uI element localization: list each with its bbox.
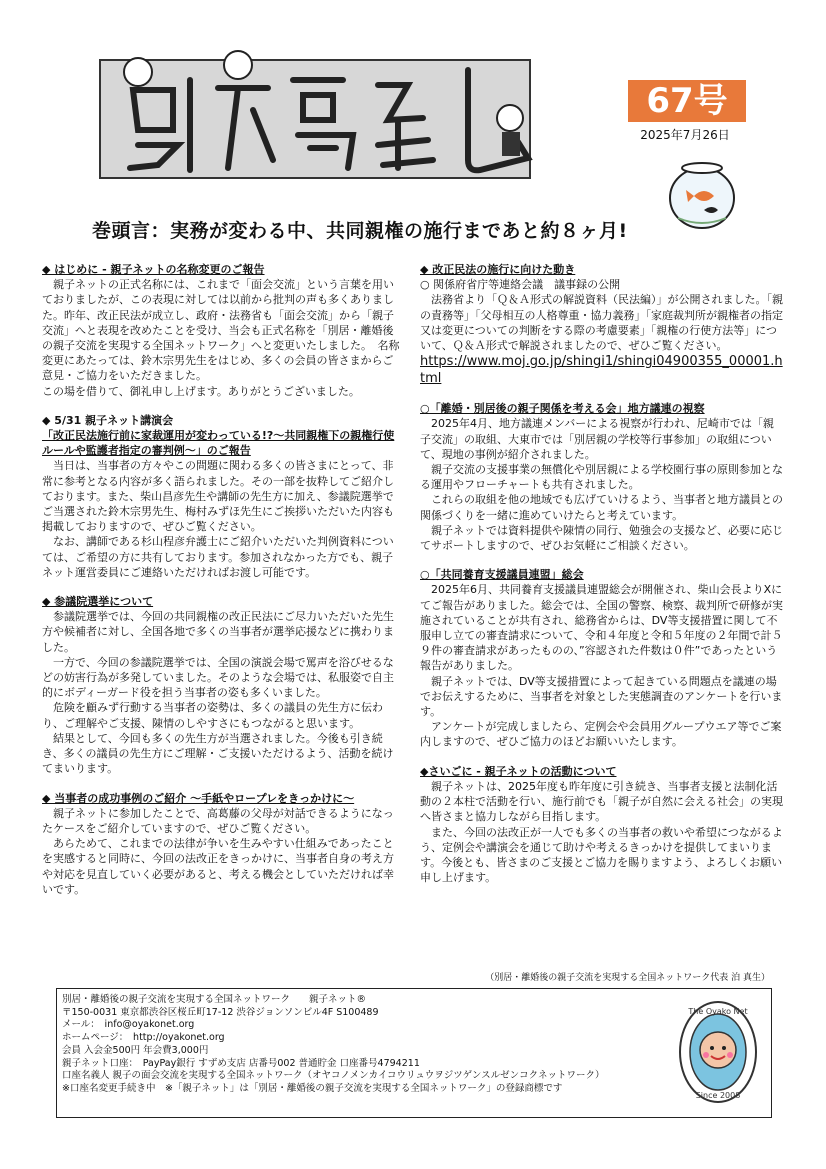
paragraph: 一方で、今回の参議院選挙では、全国の演説会場で罵声を浴びせるなどの妨害行為が多発していました。そのような会場では、私服姿で自主的にボディーガード役を担う当事者の姿も多くいました。 — [42, 655, 394, 700]
signoff: （別居・離婚後の親子交流を実現する全国ネットワーク代表 泊 真生） — [485, 973, 770, 983]
logo-bottom-text: Since 2008 — [695, 1091, 741, 1100]
paragraph: 親子ネットの正式名称には、これまで「面会交流」という言葉を用いておりましたが、この表現に対しては以前から批判の声も多くありました。昨年、改正民法が成立し、政府・法務省も「面会交流」から「親子交流」へと表現を改めたことを受け、当会も正式名称を「別居・離婚後の親子交流を実現する全国ネットワーク」へと変更いたしました。 名称変更にあたっては、鈴木宗男先生をはじめ、多くの会員の皆さまからご意見・ご協力をいただきました。 — [42, 278, 400, 383]
footer-email: メール： info@oyakonet.org — [62, 1019, 195, 1031]
paragraph: 親子ネットでは資料提供や陳情の同行、勉強会の支援など、必要に応じてサポートしますので、ぜひお気軽にご相談ください。 — [420, 523, 783, 553]
paragraph: 法務省より「Ｑ＆Ａ形式の解説資料（民法編）」が公開されました。「親の責務等」「父母相互の人格尊重・協力義務」「家庭裁判所が親権者の指定又は変更についての判断をする際の考慮要素」「親権の行使方法等」について、Ｑ＆Ａ形式で解説されましたので、ぜひご覧ください。 — [420, 293, 783, 353]
section-title-inspection: ○「離婚・別居後の親子関係を考える会」地方議連の視察 — [420, 402, 705, 416]
paragraph: 親子ネットに参加したことで、高葛藤の父母が対話できるようになったケースをご紹介していますので、ぜひご覧ください。 — [42, 806, 394, 835]
paragraph: 2025年6月、共同養育支援議員連盟総会が開催され、柴山会長よりXにてご報告がありました。総会では、全国の警察、検察、裁判所で研修が実施されていることが共有され、総務省からは、DV等支援措置に関して不服申し立ての審査請求について、令和４年度と令和５年度の２年間で計５９件の審査請求があったものの、”容認された件数は０件”であったという報告がありました。 — [420, 583, 783, 673]
right-column — [420, 262, 784, 885]
issue-number: 67号 — [628, 80, 746, 122]
subheading: ○ 関係府省庁等連絡会議 議事録の公開 — [420, 278, 621, 292]
section-title-revision: ◆ 改正民法の施行に向けた動き — [420, 263, 576, 276]
section-title-success: ◆ 当事者の成功事例のご紹介 ～手紙やロープレをきっかけに～ — [42, 791, 355, 805]
headline: 巻頭言：実務が変わる中、共同親権の施行まであと約８ヶ月! — [92, 220, 628, 242]
paragraph: 結果として、今回も多くの先生方が当選されました。今後も引き続き、多くの議員の先生方にご理解・ご支援いただけるよう、活動を続けてまいります。 — [42, 731, 394, 776]
moj-link[interactable]: https://www.moj.go.jp/shingi1/shingi04900355_00001.html — [420, 354, 783, 387]
paragraph: 当日は、当事者の方々やこの問題に関わる多くの皆さまにとって、非常に参考となる内容が多く語られました。その一部を抜粋してご紹介しております。また、柴山昌彦先生や講師の先生方に加え、参議院選挙でご当選された鈴木宗男先生、梅村みずほ先生にご挨拶いただいた内容も掲載しておりますので、ぜひご覧ください。 — [42, 459, 394, 534]
paragraph: これらの取組を他の地域でも広げていけるよう、当事者と地方議員との関係づくりを一緒に進めていけたらと考えています。 — [420, 493, 783, 522]
footer-note: ※口座名変更手続き中 ※「親子ネット」は「別居・離婚後の親子交流を実現する全国ネットワーク」の登録商標です — [62, 1082, 563, 1094]
section-title-lecture: ◆ 5/31 親子ネット講演会 — [42, 413, 174, 427]
section-subtitle-lecture: 「改正民法施行前に家裁運用が変わっている!?～共同親権下の親権行使ルールや監護者指定の審判例～」のご報告 — [42, 429, 395, 458]
paragraph: 親子ネットは、2025年度も昨年度に引き続き、当事者支援と法制化活動の２本柱で活動を行い、施行前でも「親子が自然に会える社会」の実現へ皆さまと協力しながら目指します。 — [420, 779, 783, 824]
logo-top-text: The Oyako Net — [688, 1007, 748, 1016]
paragraph: また、今回の法改正が一人でも多くの当事者の救いや希望につながるよう、定例会や講演会を通じて助けや考えるきっかけを提供してまいります。今後とも、皆さまのご支援とご協力を賜りますよう、よろしくお願い申し上げます。 — [420, 825, 783, 885]
left-column — [42, 262, 404, 897]
issue-date: 2025年7月26日 — [640, 128, 730, 142]
paragraph: 参議院選挙では、今回の共同親権の改正民法にご尽力いただいた先生方や候補者に対し、全国各地で多くの当事者が選挙応援などに携わりました。 — [42, 610, 394, 654]
paragraph: この場を借りて、御礼申し上げます。ありがとうございました。 — [42, 384, 360, 398]
footer-info — [62, 994, 622, 1096]
paragraph: アンケートが完成しましたら、定例会や会員用グループウエア等でご案内しますので、ぜひご協力のほどお願いいたします。 — [420, 720, 782, 749]
paragraph: なお、講師である杉山程彦弁護士にご紹介いただいた判例資料については、ご希望の方に共有しております。参加されなかった方でも、親子ネット運営委員にご連絡いただければお渡し可能です。 — [42, 535, 394, 579]
section-title-caucus: ○「共同養育支援議員連盟」総会 — [420, 568, 584, 582]
paragraph: 親子交流の支援事業の無償化や別居親による学校園行事の原則参加となる運用やフローチャートも共有されました。 — [420, 463, 783, 492]
footer-address: 〒150-0031 東京都渋谷区桜丘町17-12 渋谷ジョンソンビル4F S100489 — [62, 1006, 379, 1018]
paragraph: 危険を顧みず行動する当事者の姿勢は、多くの議員の先生方に伝わり、ご理解やご支援、陳情のしやすさにもつながると思います。 — [42, 701, 383, 730]
section-title-closing: ◆さいごに - 親子ネットの活動について — [420, 764, 617, 778]
oyako-net-logo — [676, 998, 760, 1106]
paragraph: あらためて、これまでの法律が争いを生みやすい仕組みであったことを実感すると同時に、今回の法改正をきっかけに、当事者自身の考え方や対応を見直していく必要があると、考える機会としていただければ幸いです。 — [42, 837, 394, 896]
section-title-election: ◆ 参議院選挙について — [42, 595, 154, 609]
footer-bank: 親子ネット口座： PayPay銀行 すずめ支店 店番号002 普通貯金 口座番号4794211 — [62, 1057, 420, 1069]
paragraph: 2025年4月、地方議連メンバーによる視察が行われ、尼崎市では「親子交流」の取組、大東市では「別居親の学校等行事参加」の取組について、現地の事例が紹介されました。 — [420, 417, 774, 461]
footer-homepage: ホームページ： http://oyakonet.org — [62, 1032, 225, 1044]
paragraph: 親子ネットでは、DV等支援措置によって起きている問題点を議連の場でお伝えするために、当事者を対象とした実態調査のアンケートを行います。 — [420, 674, 783, 719]
section-title-intro: ◆ はじめに - 親子ネットの名称変更のご報告 — [42, 263, 265, 276]
footer-membership: 会員 入会金500円 年会費3,000円 — [62, 1044, 209, 1056]
masthead-illustration — [78, 40, 560, 190]
footer-org: 別居・離婚後の親子交流を実現する全国ネットワーク 親子ネット® — [62, 994, 367, 1005]
footer-account-holder: 口座名義人 親子の面会交流を実現する全国ネットワーク（オヤコノメンカイコウリュウヲジツゲンスルゼンコクネットワーク） — [62, 1070, 605, 1082]
